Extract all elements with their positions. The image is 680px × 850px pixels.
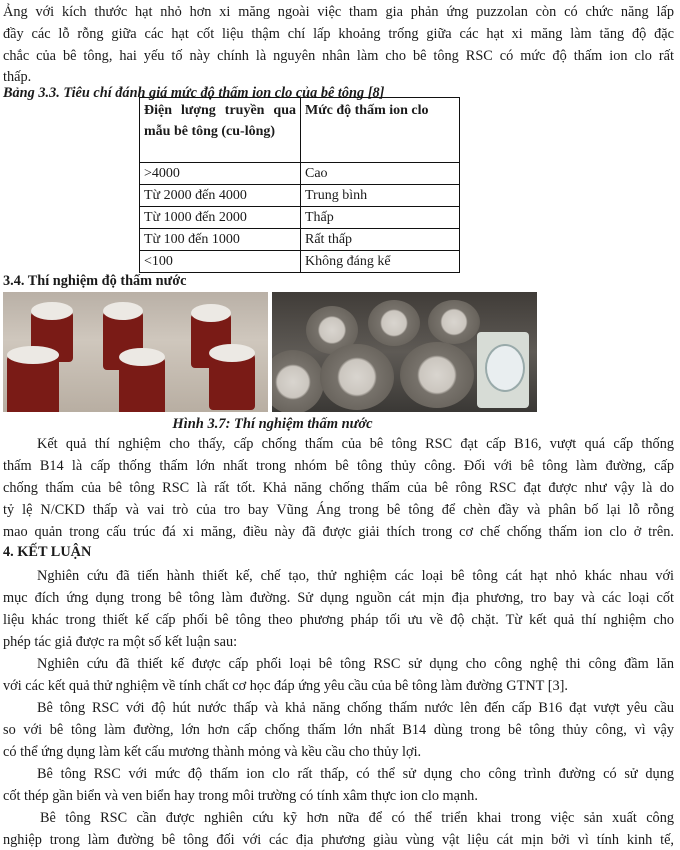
cell-level: Không đáng kể	[301, 251, 460, 273]
s4-p5-line-1: Bê tông RSC cần được nghiên cứu kỹ hơn nữa để có thể triển khai trong việc sản xuất công	[40, 810, 674, 826]
intro-line-3: chắc của bê tông, hai yếu tố này chính là nguyên nhân làm cho bê tông RSC có mức độ thấm ion clo rất	[3, 48, 674, 64]
test-cell	[320, 344, 394, 410]
s4-p1-line-4: phép tác giả được ra một số kết luận sau:	[3, 634, 238, 650]
s4-p1-line-2: mục đích ứng dụng trong bê tông làm đường. Sử dụng nguồn cát mịn địa phương, tro bay và các loại cốt	[3, 590, 674, 606]
test-cell	[368, 300, 420, 346]
s4-p4-line-2: cốt thép gần biển và ven biển hay trong môi trường có tính xâm thực ion clo mạnh.	[3, 788, 478, 804]
table-row	[140, 185, 460, 207]
s34-line-5: mao quản trong cấu trúc đá xi măng, điều này đã được giải thích trong cơ chế chống thấm ion clo ở trên.	[3, 524, 674, 540]
cylinder-sample	[209, 352, 255, 410]
s4-p1-line-1: Nghiên cứu đã tiến hành thiết kế, chế tạo, thử nghiệm các loại bê tông cát hạt nhỏ khác nhau với	[37, 568, 674, 584]
header-level: Mức độ thấm ion clo	[301, 98, 460, 163]
cylinder-sample	[7, 354, 59, 412]
cell-level: Trung bình	[301, 185, 460, 207]
s4-p5-line-2: nghiệp trong làm đường bê tông đối với các địa phương giàu vùng vật liệu cát mịn bởi vì tính kinh tế,	[3, 832, 674, 848]
test-cell	[272, 350, 324, 412]
cell-charge: >4000	[140, 163, 301, 185]
cell-charge: <100	[140, 251, 301, 273]
cell-charge: Từ 1000 đến 2000	[140, 207, 301, 229]
s4-p3-line-3: có thể ứng dụng làm kết cấu mương thành mỏng và kều cầu cho thủy lợi.	[3, 744, 422, 760]
cell-level: Cao	[301, 163, 460, 185]
s4-p4-line-1: Bê tông RSC với mức độ thấm ion clo rất thấp, có thể sử dụng cho công trình đường có sử dụng	[37, 766, 674, 782]
table-header-row	[140, 98, 460, 163]
table-row	[140, 207, 460, 229]
cell-level: Rất thấp	[301, 229, 460, 251]
table-caption: Bảng 3.3. Tiêu chí đánh giá mức độ thấm ion clo của bê tông [8]	[3, 85, 385, 101]
cell-charge: Từ 2000 đến 4000	[140, 185, 301, 207]
intro-line-2: đầy các lỗ rỗng giữa các hạt cốt liệu thậm chí lấp khoảng trống giữa các hạt xi măng làm tăng độ đặc	[3, 26, 674, 42]
cylinder-sample	[119, 356, 165, 412]
s4-p2-line-1: Nghiên cứu đã thiết kế được cấp phối loại bê tông RSC sử dụng cho công nghệ thi công đầm lăn	[37, 656, 674, 672]
s4-p3-line-1: Bê tông RSC với độ hút nước thấp và khả năng chống thấm nước lên đến cấp B16 đạt vượt yêu cầu	[37, 700, 674, 716]
intro-line-1: Ảng với kích thước hạt nhỏ hơn xi măng ngoài việc tham gia phản ứng puzzolan còn có chức năng lấp	[3, 4, 674, 20]
s4-p1-line-3: liệu khác trong thiết kế cấp phối bê tông theo phương pháp tối ưu về độ chặt. Từ kết quả thí nghiệm cho	[3, 612, 674, 628]
pressure-gauge	[477, 332, 529, 408]
concrete-cylinders-photo	[3, 292, 268, 412]
section-4-heading: 4. KẾT LUẬN	[3, 544, 92, 560]
header-charge: Điện lượng truyền qua mẫu bê tông (cu-lông)	[140, 98, 301, 163]
table-row	[140, 251, 460, 273]
water-permeability-figure	[3, 292, 537, 412]
test-cell	[400, 342, 474, 408]
section-3-4-heading: 3.4. Thí nghiệm độ thấm nước	[3, 273, 187, 289]
s34-line-1: Kết quả thí nghiệm cho thấy, cấp chống thấm của bê tông RSC đạt cấp B16, vượt quá cấp thống	[37, 436, 674, 452]
s34-line-2: thấm B14 là cấp thống thấm lớn nhất trong nhóm bê tông thủy công. Đối với bê tông làm đường, cấp	[3, 458, 674, 474]
cell-level: Thấp	[301, 207, 460, 229]
s34-line-4: tỷ lệ N/CKD thấp và vai trò của tro bay Vũng Áng trong bê tông để chèn đầy và phân bố lại lỗ rỗng	[3, 502, 674, 518]
s4-p3-line-2: so với bê tông làm đường, lớn hơn cấp chống thấm lớn nhất B14 dùng trong bê tông thủy công, vì vậy	[3, 722, 674, 738]
table-row	[140, 229, 460, 251]
intro-line-4: thấp.	[3, 69, 32, 85]
table-row	[140, 163, 460, 185]
figure-caption: Hình 3.7: Thí nghiệm thấm nước	[172, 416, 373, 432]
test-cell	[428, 300, 480, 344]
cell-charge: Từ 100 đến 1000	[140, 229, 301, 251]
s34-line-3: chống thấm của bê tông RSC là rất tốt. Khả năng chống thấm của bê rông RSC đạt được như vậy là do	[3, 480, 674, 496]
chloride-criteria-table	[139, 97, 460, 273]
s4-p2-line-2: với các kết quả thử nghiệm về tính chất cơ học đáp ứng yêu cầu của bê tông làm đường GTNT [3].	[3, 678, 568, 694]
permeability-apparatus-photo	[272, 292, 537, 412]
